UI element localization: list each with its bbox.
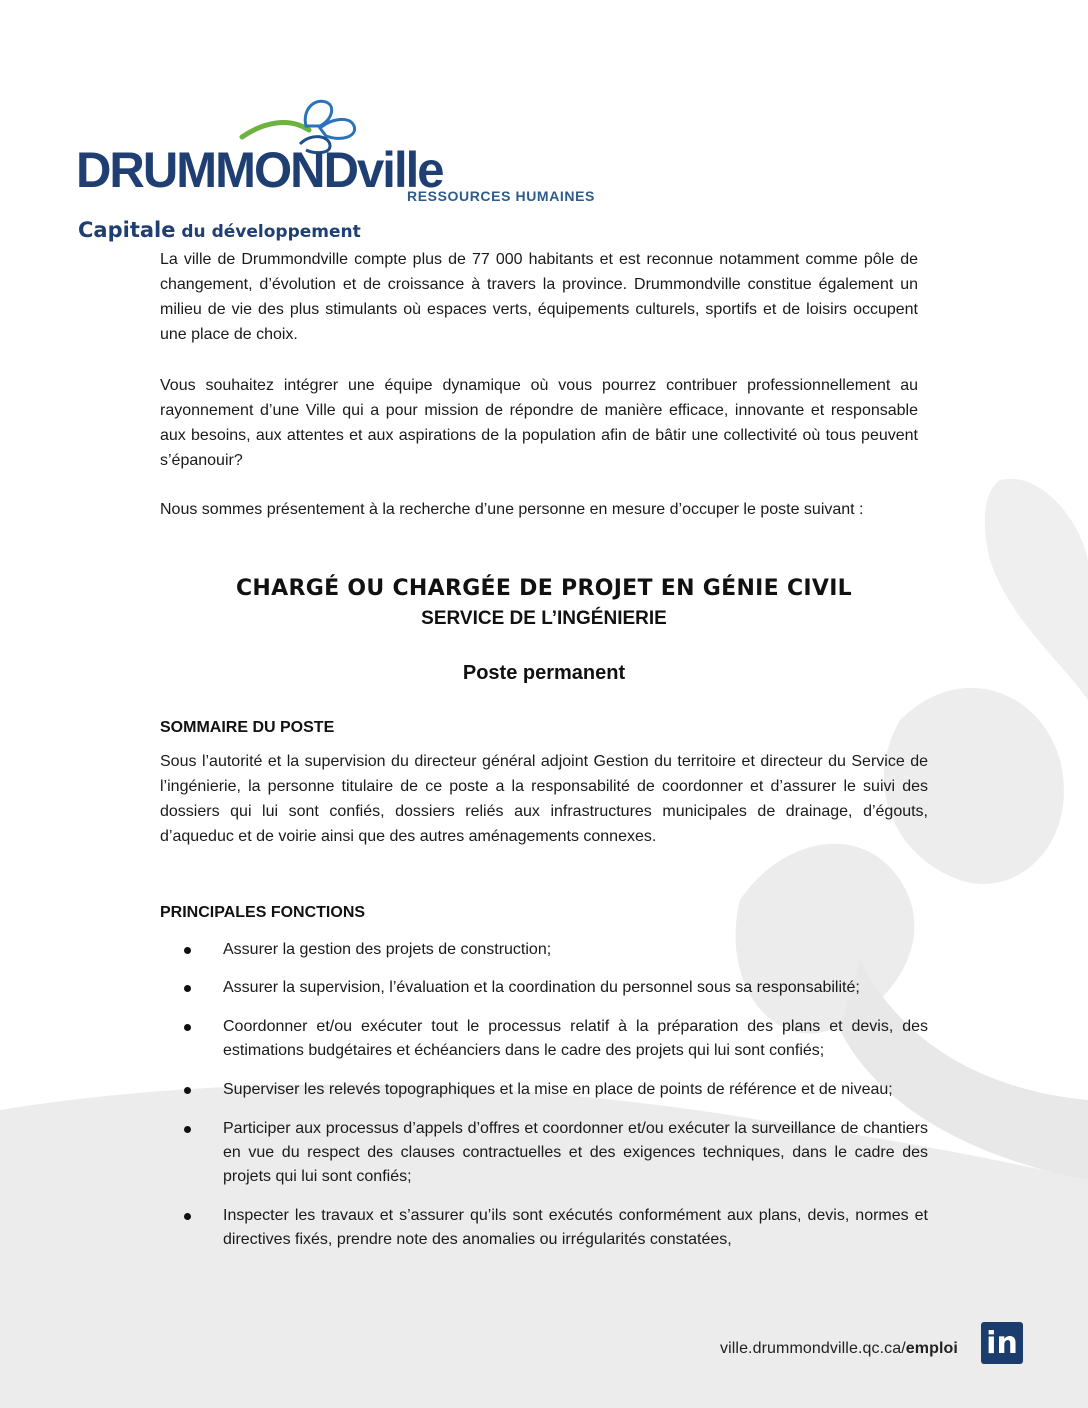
list-item-text: Inspecter les travaux et s’assurer qu’ils sont exécutés conformément aux plans, devis, normes et directives fixés, prendre note des anomalies ou irrégularités constatées, bbox=[223, 1207, 928, 1248]
job-service: SERVICE DE L’INGÉNIERIE bbox=[421, 608, 667, 629]
logo-tagline-developpement: du développement bbox=[175, 222, 361, 242]
logo-wordmark: DRUMMONDville bbox=[76, 142, 443, 198]
list-item bbox=[160, 1078, 928, 1102]
department-label: RESSOURCES HUMAINES bbox=[407, 188, 595, 204]
bullet-icon bbox=[184, 985, 191, 992]
bullet-icon bbox=[184, 1126, 191, 1133]
list-item-text: Assurer la gestion des projets de construction; bbox=[223, 941, 552, 958]
logo-tagline-capitale: Capitale bbox=[78, 218, 176, 242]
list-item bbox=[160, 1117, 928, 1189]
list-item-text: Assurer la supervision, l’évaluation et la coordination du personnel sous sa responsabilité; bbox=[223, 979, 860, 996]
bullet-icon bbox=[184, 1213, 191, 1220]
careers-url-domain: ville.drummondville.qc.ca/ bbox=[720, 1340, 906, 1357]
careers-url-link[interactable] bbox=[720, 1340, 958, 1358]
functions-heading: PRINCIPALES FONCTIONS bbox=[160, 904, 366, 921]
careers-url-path: emploi bbox=[905, 1340, 958, 1357]
linkedin-icon[interactable]: in bbox=[981, 1322, 1023, 1364]
intro-paragraph-3: Nous sommes présentement à la recherche d’une personne en mesure d’occuper le poste suivant : bbox=[160, 501, 864, 518]
intro-paragraph-2: Vous souhaitez intégrer une équipe dynamique où vous pourrez contribuer professionnellement au rayonnement d’une Ville qui a pour mission de répondre de manière efficace, innovante et responsable aux besoins, aux attentes et aux aspirations de la population afin de bâtir une collectivité où tous peuvent s’épanouir? bbox=[160, 377, 918, 469]
job-status: Poste permanent bbox=[462, 662, 626, 684]
list-item bbox=[160, 1015, 928, 1063]
list-item-text: Participer aux processus d’appels d’offres et coordonner et/ou exécuter la surveillance de chantiers en vue du respect des clauses contractuelles et des exigences techniques, dans le cadre des projets qui lui sont confiés; bbox=[223, 1120, 928, 1185]
summary-heading: SOMMAIRE DU POSTE bbox=[160, 719, 335, 736]
logo-tagline bbox=[78, 217, 361, 245]
intro-paragraph-1: La ville de Drummondville compte plus de 77 000 habitants et est reconnue notamment comme pôle de changement, d’évolution et de croissance à travers la province. Drummondville constitue également un milieu de vie des plus stimulants où espaces verts, équipements culturels, sportifs et de loisirs occupent une place de choix. bbox=[160, 251, 918, 343]
job-title: CHARGÉ OU CHARGÉE DE PROJET EN GÉNIE CIVIL bbox=[235, 576, 853, 601]
functions-list bbox=[160, 938, 928, 1252]
bullet-icon bbox=[184, 1087, 191, 1094]
bullet-icon bbox=[184, 947, 191, 954]
summary-text: Sous l’autorité et la supervision du directeur général adjoint Gestion du territoire et directeur du Service de l’ingénierie, la personne titulaire de ce poste a la responsabilité de coordonner et d’assurer le suivi des dossiers qui lui sont confiés, dossiers reliés aux infrastructures municipales de drainage, d’égouts, d’aqueduc et de voirie ainsi que des autres aménagements connexes. bbox=[160, 753, 928, 845]
bullet-icon bbox=[184, 1024, 191, 1031]
list-item-text: Coordonner et/ou exécuter tout le processus relatif à la préparation des plans et devis, des estimations budgétaires et échéanciers dans le cadre des projets qui lui sont confiés; bbox=[223, 1018, 928, 1059]
list-item bbox=[160, 976, 928, 1000]
list-item bbox=[160, 1204, 928, 1252]
list-item bbox=[160, 938, 928, 962]
list-item-text: Superviser les relevés topographiques et la mise en place de points de référence et de niveau; bbox=[223, 1081, 893, 1098]
drummondville-logo bbox=[74, 92, 443, 244]
